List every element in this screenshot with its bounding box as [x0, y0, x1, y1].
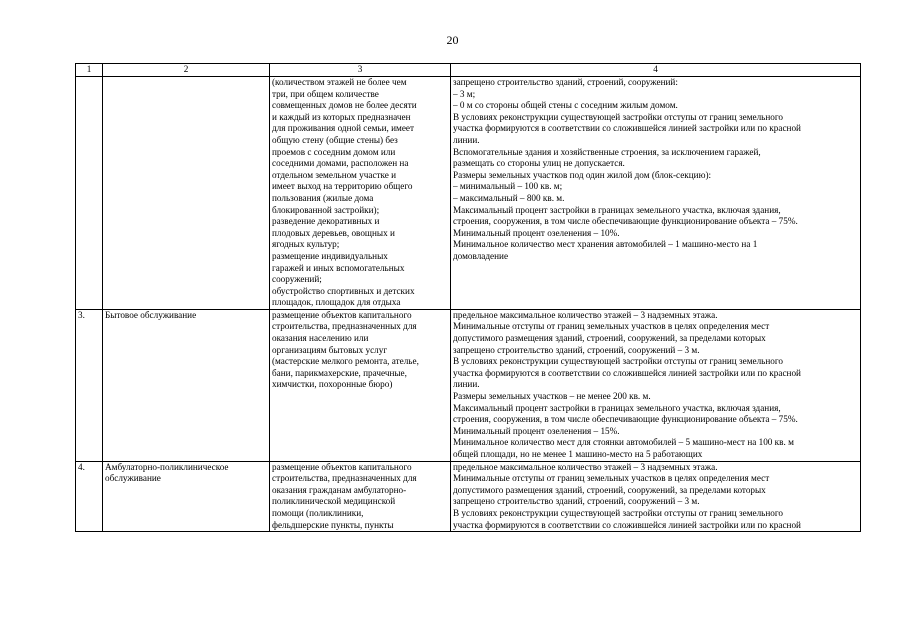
parameter-line: допустимого размещения зданий, строений, сооружений, за пределами которых: [453, 333, 766, 344]
parameter-line: Минимальное количество мест для стоянки автомобилей – 5 машино-мест на 100 кв. м: [453, 437, 794, 448]
parameter-line: В условиях реконструкции существующей застройки отступы от границ земельного: [453, 111, 784, 122]
parameter-line: предельное максимальное количество этажей – 3 надземных этажа.: [453, 461, 718, 472]
permitted-use-line: (количеством этажей не более чем: [272, 77, 407, 87]
permitted-use-line: совмещенных домов не более десяти: [272, 100, 417, 111]
parameters-cell: [451, 309, 861, 461]
parameter-line: домовладение: [453, 250, 509, 261]
use-type-name-cell: Бытовое обслуживание: [103, 309, 270, 461]
table-row: [76, 461, 861, 532]
permitted-use-line: проемов с соседним домом или: [272, 146, 396, 157]
parameter-line: – 0 м со стороны общей стены с соседним жилым домом.: [453, 100, 678, 111]
permitted-use-line: три, при общем количестве: [272, 88, 379, 99]
permitted-use-line: бани, парикмахерские, прачечные,: [272, 367, 407, 378]
parameter-line: Минимальный процент озеленения – 10%.: [453, 227, 620, 238]
permitted-uses-cell: [270, 309, 451, 461]
permitted-use-line: (мастерские мелкого ремонта, ателье,: [272, 356, 419, 367]
permitted-use-line: размещение объектов капитального: [272, 309, 412, 320]
permitted-use-line: строительства, предназначенных для: [272, 321, 417, 332]
page-number: 20: [446, 33, 459, 47]
parameter-line: строения, сооружения, в том числе обеспечивающие функционирование объекта – 75%.: [453, 414, 798, 425]
permitted-use-line: ягодных культур;: [272, 239, 340, 250]
permitted-use-line: пользования (жилые дома: [272, 192, 374, 203]
permitted-use-line: имеет выход на территорию общего: [272, 181, 413, 192]
permitted-use-line: гаражей и иных вспомогательных: [272, 262, 405, 273]
permitted-use-line: сооружений;: [272, 274, 322, 285]
parameter-line: участка формируются в соответствии со сложившейся линией застройки или по красной: [453, 519, 801, 530]
row-number-cell: [76, 77, 103, 310]
permitted-use-line: оказания гражданам амбулаторно-: [272, 484, 407, 495]
parameter-line: Максимальный процент застройки в границах земельного участка, включая здания,: [453, 402, 781, 413]
row-number-cell: 4.: [76, 461, 103, 532]
parameter-line: линии.: [453, 379, 480, 390]
parameter-line: Минимальный процент озеленения – 15%.: [453, 425, 620, 436]
parameter-line: запрещено строительство зданий, строений, сооружений – 3 м.: [453, 344, 700, 355]
parameter-line: Размеры земельных участков – не менее 200 кв. м.: [453, 391, 651, 402]
parameter-line: допустимого размещения зданий, строений, сооружений, за пределами которых: [453, 484, 766, 495]
permitted-use-line: и каждый из которых предназначен: [272, 111, 411, 122]
parameter-line: запрещено строительство зданий, строений, сооружений:: [453, 77, 678, 87]
parameter-line: размещать со стороны улиц не допускается.: [453, 158, 625, 169]
parameter-line: В условиях реконструкции существующей застройки отступы от границ земельного: [453, 356, 784, 367]
permitted-use-line: отдельном земельном участке и: [272, 169, 397, 180]
permitted-use-line: блокированной застройки);: [272, 204, 380, 215]
parameter-line: общей площади, но не менее 1 машино-место на 5 работающих: [453, 449, 703, 459]
parameter-line: участка формируются в соответствии со сложившейся линией застройки или по красной: [453, 123, 801, 134]
parameter-line: – 3 м;: [453, 88, 476, 99]
permitted-use-line: оказания населению или: [272, 333, 369, 344]
permitted-use-line: для проживания одной семьи, имеет: [272, 123, 414, 134]
row-number-cell: 3.: [76, 309, 103, 461]
header-cell-1: 1: [76, 64, 103, 77]
permitted-use-line: размещение индивидуальных: [272, 250, 388, 261]
parameter-line: строения, сооружения, в том числе обеспечивающие функционирование объекта – 75%.: [453, 216, 798, 227]
permitted-uses-cell: [270, 461, 451, 532]
header-cell-4: 4: [451, 64, 861, 77]
parameters-cell: [451, 77, 861, 310]
parameter-line: – минимальный – 100 кв. м;: [453, 181, 563, 192]
permitted-use-line: строительства, предназначенных для: [272, 473, 417, 484]
parameter-line: Размеры земельных участков под один жилой дом (блок-секцию):: [453, 169, 712, 180]
parameter-line: запрещено строительство зданий, строений, сооружений – 3 м.: [453, 496, 700, 507]
parameter-line: – максимальный – 800 кв. м.: [453, 192, 565, 203]
table-row: [76, 309, 861, 461]
permitted-use-line: помощи (поликлиники,: [272, 507, 364, 518]
permitted-uses-cell: [270, 77, 451, 310]
permitted-use-line: химчистки, похоронные бюро): [272, 379, 393, 390]
permitted-use-line: плодовых деревьев, овощных и: [272, 227, 395, 238]
parameter-line: Минимальные отступы от границ земельных участков в целях определения мест: [453, 473, 770, 484]
permitted-use-line: организациям бытовых услуг: [272, 344, 388, 355]
header-cell-3: 3: [270, 64, 451, 77]
permitted-use-line: размещение объектов капитального: [272, 461, 412, 472]
parameter-line: Минимальные отступы от границ земельных участков в целях определения мест: [453, 321, 770, 332]
parameter-line: предельное максимальное количество этажей – 3 надземных этажа.: [453, 309, 718, 320]
permitted-use-line: общую стену (общие стены) без: [272, 134, 398, 145]
permitted-use-line: поликлинической медицинской: [272, 496, 396, 507]
permitted-use-line: разведение декоративных и: [272, 216, 380, 227]
parameter-line: В условиях реконструкции существующей застройки отступы от границ земельного: [453, 507, 784, 518]
parameter-line: Минимальное количество мест хранения автомобилей – 1 машино-место на 1: [453, 239, 758, 250]
permitted-use-line: соседними домами, расположен на: [272, 158, 409, 169]
parameter-line: Вспомогательные здания и хозяйственные строения, за исключением гаражей,: [453, 146, 761, 157]
zoning-table: [75, 63, 861, 532]
permitted-use-line: обустройство спортивных и детских: [272, 285, 415, 296]
use-type-name-cell: Амбулаторно-поликлиническое обслуживание: [103, 461, 270, 532]
header-cell-2: 2: [103, 64, 270, 77]
use-type-name-cell: [103, 77, 270, 310]
permitted-use-line: площадок, площадок для отдыха: [272, 297, 401, 308]
parameters-cell: [451, 461, 861, 532]
header-row: [76, 64, 861, 77]
parameter-line: линии.: [453, 134, 480, 145]
permitted-use-line: фельдшерские пункты, пункты: [272, 519, 394, 530]
table-row: [76, 77, 861, 310]
parameter-line: участка формируются в соответствии со сложившейся линией застройки или по красной: [453, 367, 801, 378]
parameter-line: Максимальный процент застройки в границах земельного участка, включая здания,: [453, 204, 781, 215]
